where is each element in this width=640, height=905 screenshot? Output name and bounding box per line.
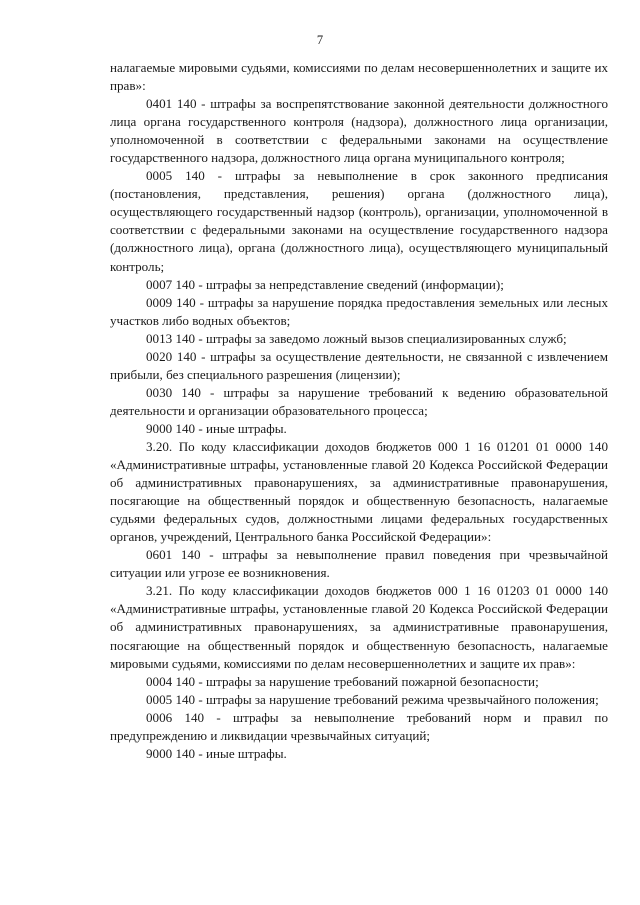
paragraph: налагаемые мировыми судьями, комиссиями по делам несовершеннолетних и защите их прав»: bbox=[110, 60, 608, 94]
paragraph: 0020 140 - штрафы за осуществление деятельности, не связанной с извлечением прибыли, без специального разрешения (лицензии); bbox=[110, 348, 608, 382]
paragraph: 3.21. По коду классификации доходов бюджетов 000 1 16 01203 01 0000 140 «Административные штрафы, установленные главой 20 Кодекса Российской Федерации об административных правонарушениях, за административные правонарушения, посягающие на общественный порядок и общественную безопасность, налагаемые мировыми судьями, комиссиями по делам несовершеннолетних и защите их прав»: bbox=[110, 583, 608, 671]
paragraph: 0006 140 - штрафы за невыполнение требований норм и правил по предупреждению и ликвидации чрезвычайных ситуаций; bbox=[110, 709, 608, 743]
paragraph: 9000 140 - иные штрафы. bbox=[146, 745, 287, 761]
paragraph: 0601 140 - штрафы за невыполнение правил поведения при чрезвычайной ситуации или угрозе ее возникновения. bbox=[110, 547, 608, 581]
paragraph: 0030 140 - штрафы за нарушение требований к ведению образовательной деятельности и организации образовательного процесса; bbox=[110, 384, 608, 418]
paragraph: 0013 140 - штрафы за заведомо ложный вызов специализированных служб; bbox=[146, 330, 567, 346]
paragraph: 0007 140 - штрафы за непредставление сведений (информации); bbox=[146, 276, 504, 292]
paragraph: 9000 140 - иные штрафы. bbox=[146, 420, 287, 436]
paragraph: 3.20. По коду классификации доходов бюджетов 000 1 16 01201 01 0000 140 «Административные штрафы, установленные главой 20 Кодекса Российской Федерации об административных правонарушениях, за административные правонарушения, посягающие на общественный порядок и общественную безопасность, налагаемые судьями федеральных судов, должностными лицами федеральных государственных органов, учреждений, Центрального банка Российской Федерации»: bbox=[110, 438, 608, 545]
paragraph: 0401 140 - штрафы за воспрепятствование законной деятельности должностного лица органа государственного контроля (надзора), должностного лица организации, уполномоченной в соответствии с федеральными законами на осуществление государственного надзора, должностного лица органа муниципального контроля; bbox=[110, 96, 608, 166]
paragraph: 0009 140 - штрафы за нарушение порядка предоставления земельных или лесных участков либо водных объектов; bbox=[110, 294, 608, 328]
paragraph: 0004 140 - штрафы за нарушение требований пожарной безопасности; bbox=[146, 673, 539, 689]
paragraph: 0005 140 - штрафы за невыполнение в срок законного предписания (постановления, представления, решения) органа (должностного лица), осуществляющего государственный надзор (контроль), организации, уполномоченной в соответствии с федеральными законами на осуществление государственного надзора (должностного лица), органа (должностного лица), осуществляющего муниципальный контроль; bbox=[110, 168, 608, 274]
paragraph: 0005 140 - штрафы за нарушение требований режима чрезвычайного положения; bbox=[146, 691, 599, 707]
document-body bbox=[110, 59, 608, 763]
page-number: 7 bbox=[316, 33, 324, 47]
